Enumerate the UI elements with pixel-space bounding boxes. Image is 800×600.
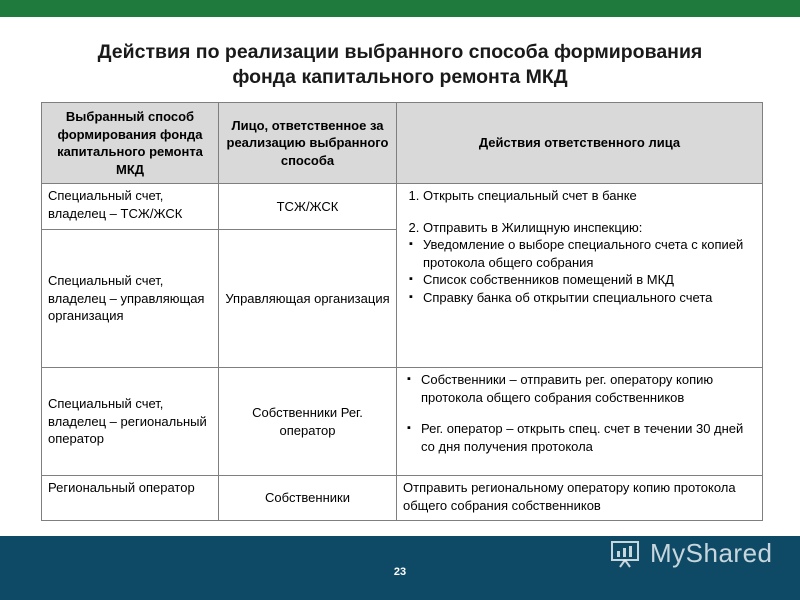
list-item: ▪ Уведомление о выборе специального счета с копией протокола общего собрания [423, 236, 756, 271]
logo-text: MyShared [650, 537, 773, 568]
page-title [0, 40, 800, 90]
regop-actions-list [403, 371, 756, 455]
table-row [42, 184, 763, 230]
cell-method: Специальный счет, владелец – ТСЖ/ЖСК [42, 184, 219, 230]
list-item: ▪ Список собственников помещений в МКД [423, 271, 756, 289]
cell-method: Специальный счет, владелец – управляющая организация [42, 230, 219, 368]
step-send-inspection: 2. Отправить в Жилищную инспекцию: [423, 219, 756, 237]
inspection-documents-list [403, 236, 756, 306]
table-row [42, 476, 763, 521]
header-method: Выбранный способ формирования фонда капитального ремонта МКД [42, 103, 219, 184]
presentation-icon [610, 538, 644, 568]
list-item: ▪ Рег. оператор – открыть спец. счет в течении 30 дней со дня получения протокола [421, 420, 756, 455]
page-number: 23 [393, 566, 407, 578]
list-item: ▪ Справку банка об открытии специального счета [423, 289, 756, 307]
table-row [42, 368, 763, 476]
step-spacer [423, 205, 756, 219]
cell-method: Региональный оператор [42, 476, 219, 521]
cell-special-account-actions [397, 184, 763, 368]
cell-person: ТСЖ/ЖСК [219, 184, 397, 230]
page-title-line-2: фонда капитального ремонта МКД [232, 66, 568, 88]
header-actions: Действия ответственного лица [397, 103, 763, 184]
table-header-row [42, 103, 763, 184]
cell-person: Собственники [219, 476, 397, 521]
cell-person: Управляющая организация [219, 230, 397, 368]
responsibility-table [41, 102, 763, 521]
step-open-account: 1. Открыть специальный счет в банке [423, 187, 756, 205]
cell-regop-account-actions [397, 368, 763, 476]
cell-regop-actions: Отправить региональному оператору копию протокола общего собрания собственников [397, 476, 763, 521]
special-account-steps [403, 187, 756, 236]
cell-method: Специальный счет, владелец – региональный оператор [42, 368, 219, 476]
top-accent-bar [0, 0, 800, 17]
myshared-logo[interactable] [610, 535, 773, 571]
page-title-line-1: Действия по реализации выбранного способа формирования [97, 41, 703, 63]
cell-person: Собственники Рег. оператор [219, 368, 397, 476]
header-responsible-person: Лицо, ответственное за реализацию выбранного способа [219, 103, 397, 184]
list-item: ▪ Собственники – отправить рег. оператору копию протокола общего собрания собственников [421, 371, 756, 406]
